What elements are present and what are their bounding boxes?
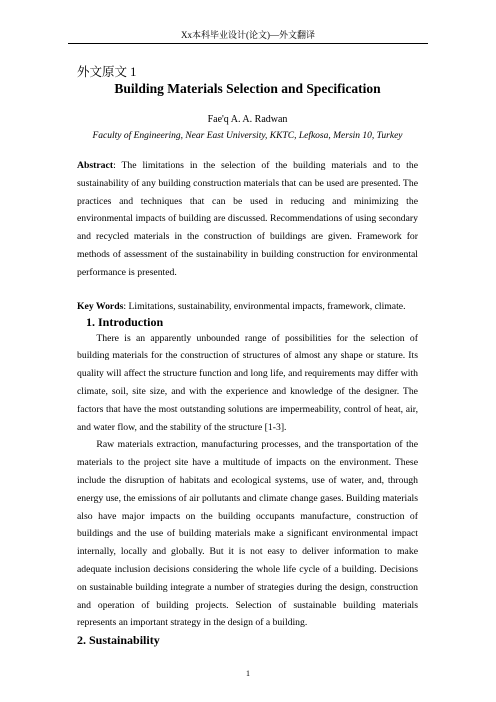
affiliation: Faculty of Engineering, Near East University, KKTC, Lefkosa, Mersin 10, Turkey — [92, 131, 403, 141]
intro-paragraph-2: Raw materials extraction, manufacturing processes, and the transportation of the materials to the project site have a multitude of impacts on the environment. These include the disruption of habitats and ecological systems, use of water, and, through energy use, the emissions of air pollutants and climate change gases. Building materials also have major impacts on the building occupants manufacture, construction of buildings and the use of building materials make a significant environmental impact internally, locally and globally. But it is not easy to deliver information to make adequate inclusion decisions considering the whole life cycle of a building. Decisions on sustainable building integrate a number of strategies during the design, construction and operation of building projects. Selection of sustainable building materials represents an important strategy in the design of a building. — [77, 439, 418, 629]
abstract — [77, 157, 418, 282]
section-heading-sustainability: 2. Sustainability — [77, 633, 160, 648]
document-title: Building Materials Selection and Specification — [114, 81, 381, 96]
page-number: 1 — [246, 669, 250, 678]
page-content — [77, 64, 418, 648]
intro-paragraph-1: There is an apparently unbounded range of possibilities for the selection of building materials for the construction of structures of almost any shape or stature. Its quality will affect the structure function and long life, and requirements may differ with climate, soil, site size, and with the experience and knowledge of the designer. The factors that have the most outstanding solutions are impermeability, control of heat, air, and water flow, and the stability of the structure [1-3]. — [77, 332, 418, 433]
section-label: 外文原文 1 — [77, 65, 137, 79]
author: Fae'q A. A. Radwan — [207, 114, 288, 125]
section-heading-introduction: 1. Introduction — [86, 314, 164, 329]
abstract-label: Abstract — [77, 160, 114, 171]
keywords-label: Key Words — [77, 300, 124, 312]
keywords-text: : Limitations, sustainability, environmental impacts, framework, climate. — [123, 300, 406, 312]
abstract-text: : The limitations in the selection of the building materials and to the sustainability of any building construction materials that can be used are presented. The practices and techniques that can be used in reducing and minimizing the environmental impacts of building are discussed. Recommendations of using secondary and recycled materials in the construction of buildings are given. Framework for methods of assessment of the sustainability in building construction for environmental performance is presented. — [77, 160, 418, 278]
keywords — [77, 299, 418, 314]
running-header: Xx本科毕业设计(论文)—外文翻译 — [181, 30, 315, 40]
header-rule — [68, 43, 428, 44]
